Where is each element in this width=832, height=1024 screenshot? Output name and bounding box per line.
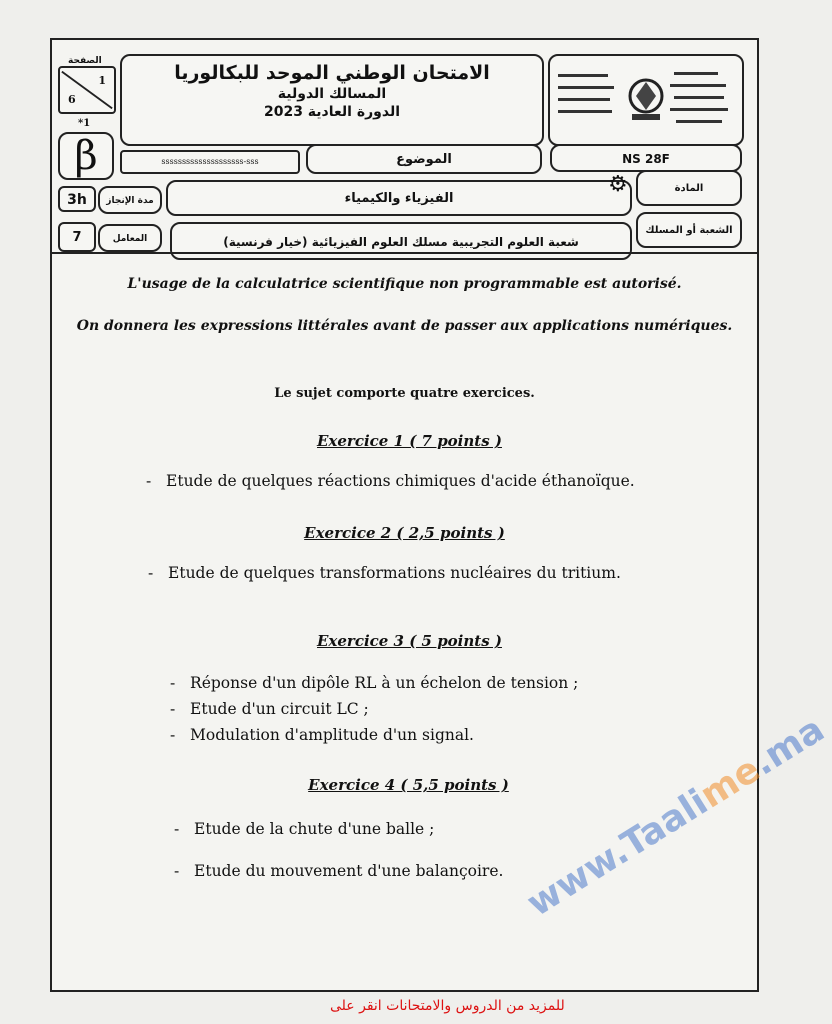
exam-code: NS 28F [550, 144, 742, 172]
bullet: - [174, 820, 180, 838]
exam-title-box [120, 54, 544, 146]
duration-label: مدة الإنجاز [98, 186, 162, 214]
bullet: - [170, 726, 176, 744]
list-item [174, 862, 503, 880]
subject-field-label: المادة [636, 170, 742, 206]
exercise-4-item-2: Etude du mouvement d'une balançoire. [194, 862, 504, 880]
list-item [146, 472, 635, 490]
list-item [170, 726, 474, 744]
list-item [170, 674, 578, 692]
exam-title: الامتحان الوطني الموحد للبكالوريا [174, 62, 490, 84]
bullet: - [170, 700, 176, 718]
list-item [174, 820, 434, 838]
watermark-part-3: .ma [745, 708, 832, 784]
bullet: - [148, 564, 154, 582]
page-number-box [58, 66, 116, 114]
watermark-part-1: www.Taali [520, 781, 716, 925]
exercise-3-item-1: Réponse d'un dipôle RL à un échelon de tension ; [190, 674, 579, 692]
beta-box [58, 132, 114, 180]
exercise-1-item-1: Etude de quelques réactions chimiques d'acide éthanoïque. [166, 472, 635, 490]
code-strip: ssssssssssssssssssss-sss [120, 150, 300, 174]
page-total: 6 [68, 93, 76, 106]
instruction-expressions: On donnera les expressions littérales avant de passer aux applications numériques. [76, 318, 733, 334]
page-label: الصفحة [68, 56, 102, 66]
coefficient-value: 7 [58, 222, 96, 252]
exam-track: المسالك الدولية [277, 86, 387, 102]
list-item [148, 564, 621, 582]
exercise-1-title: Exercice 1 ( 7 points ) [317, 432, 502, 450]
gear-icon: ⚙ [608, 172, 628, 197]
track-field-label: الشعبة أو المسلك [636, 212, 742, 248]
page-mark: *1 [78, 118, 91, 129]
exercise-2-item-1: Etude de quelques transformations nucléaires du tritium. [168, 564, 621, 582]
bullet: - [174, 862, 180, 880]
ministry-logo-icon [550, 56, 742, 144]
exercise-3-item-2: Etude d'un circuit LC ; [190, 700, 369, 718]
bullet: - [146, 472, 152, 490]
subject-label: الموضوع [306, 144, 542, 174]
duration-value: 3h [58, 186, 96, 212]
beta-mark: β [74, 133, 98, 179]
intro-text: Le sujet comporte quatre exercices. [274, 386, 535, 401]
footer-link-text[interactable]: للمزيد من الدروس والامتحانات انقر على [330, 998, 565, 1014]
instruction-calculator: L'usage de la calculatrice scientifique non programmable est autorisé. [127, 276, 682, 292]
coefficient-label: المعامل [98, 224, 162, 252]
list-item [170, 700, 369, 718]
subject-name: الفيزياء والكيمياء [166, 180, 632, 216]
exercise-3-item-3: Modulation d'amplitude d'un signal. [190, 726, 474, 744]
exercise-2-title: Exercice 2 ( 2,5 points ) [304, 524, 505, 542]
ministry-logo-box [548, 54, 744, 146]
page-current: 1 [98, 74, 106, 87]
exercise-3-title: Exercice 3 ( 5 points ) [317, 632, 502, 650]
exercise-4-title: Exercice 4 ( 5,5 points ) [308, 776, 509, 794]
watermark-part-2: me [693, 748, 768, 817]
bullet: - [170, 674, 176, 692]
header-divider [52, 252, 757, 254]
exercise-4-item-1: Etude de la chute d'une balle ; [194, 820, 435, 838]
exam-session: الدورة العادية 2023 [263, 104, 401, 120]
track-name: شعبة العلوم التجريبية مسلك العلوم الفيزيائية (خيار فرنسية) [170, 222, 632, 260]
